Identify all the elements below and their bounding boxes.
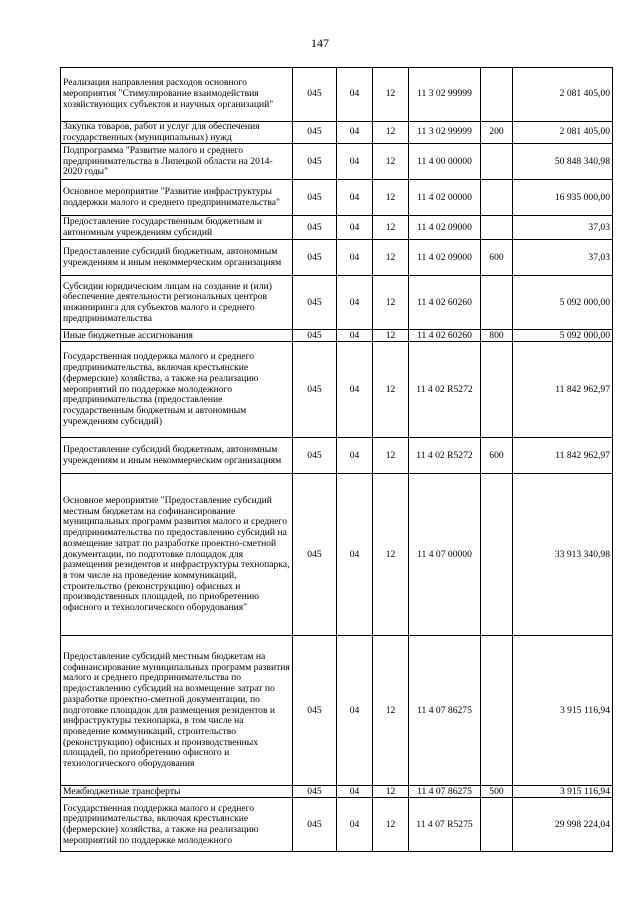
row-pr-cell: 12: [373, 240, 409, 276]
row-name-cell: Реализация направления расходов основного мероприятия "Стимулирование взаимодействия хозяйствующих субъектов и научных организаций": [61, 68, 293, 122]
table-row: [61, 342, 613, 438]
row-gr-cell: 045: [293, 798, 337, 852]
row-rz-cell: 04: [337, 438, 373, 474]
row-name-cell: Государственная поддержка малого и среднего предпринимательства, включая крестьянские (фермерские) хозяйства, а также на реализацию мероприятий по поддержке молодежного предпринимательства (предоставление государственным бюджетным и автономным учреждениям субсидий): [61, 342, 293, 438]
row-vr-cell: 800: [481, 330, 513, 342]
row-cs-cell: 11 4 00 00000: [409, 144, 481, 180]
row-vr-cell: [481, 144, 513, 180]
row-vr-cell: 500: [481, 786, 513, 798]
row-rz-cell: 04: [337, 474, 373, 636]
row-name-cell: Иные бюджетные ассигнования: [61, 330, 293, 342]
table-row: [61, 240, 613, 276]
row-name-cell: Предоставление государственным бюджетным и автономным учреждениям субсидий: [61, 216, 293, 240]
row-cs-cell: 11 4 02 00000: [409, 180, 481, 216]
row-rz-cell: 04: [337, 216, 373, 240]
row-name-cell: Государственная поддержка малого и среднего предпринимательства, включая крестьянские (фермерские) хозяйства, а также на реализацию мероприятий по поддержке молодежного: [61, 798, 293, 852]
table-row: [61, 276, 613, 330]
table-row: [61, 798, 613, 852]
row-gr-cell: 045: [293, 276, 337, 330]
table-row: [61, 180, 613, 216]
row-gr-cell: 045: [293, 438, 337, 474]
table-row: [61, 438, 613, 474]
row-rz-cell: 04: [337, 144, 373, 180]
row-cs-cell: 11 3 02 99999: [409, 68, 481, 122]
table-row: [61, 330, 613, 342]
row-sum-cell: 5 092 000,00: [513, 330, 613, 342]
row-vr-cell: [481, 798, 513, 852]
row-rz-cell: 04: [337, 180, 373, 216]
row-pr-cell: 12: [373, 122, 409, 144]
row-pr-cell: 12: [373, 474, 409, 636]
row-gr-cell: 045: [293, 636, 337, 786]
budget-table: [60, 67, 613, 852]
row-cs-cell: 11 4 02 09000: [409, 240, 481, 276]
row-cs-cell: 11 4 02 R5272: [409, 438, 481, 474]
row-gr-cell: 045: [293, 144, 337, 180]
row-pr-cell: 12: [373, 786, 409, 798]
row-cs-cell: 11 4 07 86275: [409, 636, 481, 786]
row-pr-cell: 12: [373, 438, 409, 474]
row-pr-cell: 12: [373, 216, 409, 240]
row-rz-cell: 04: [337, 342, 373, 438]
row-vr-cell: [481, 216, 513, 240]
table-row: [61, 474, 613, 636]
row-cs-cell: 11 4 02 09000: [409, 216, 481, 240]
row-rz-cell: 04: [337, 276, 373, 330]
table-row: [61, 636, 613, 786]
row-name-cell: Основное мероприятие "Развитие инфраструктуры поддержки малого и среднего предпринимательства": [61, 180, 293, 216]
row-sum-cell: 29 998 224,04: [513, 798, 613, 852]
row-name-cell: Предоставление субсидий бюджетным, автономным учреждениям и иным некоммерческим организациям: [61, 240, 293, 276]
row-gr-cell: 045: [293, 68, 337, 122]
row-sum-cell: 37,03: [513, 240, 613, 276]
row-vr-cell: 600: [481, 438, 513, 474]
row-gr-cell: 045: [293, 216, 337, 240]
row-vr-cell: [481, 180, 513, 216]
row-rz-cell: 04: [337, 68, 373, 122]
row-pr-cell: 12: [373, 180, 409, 216]
budget-table-body: [61, 68, 613, 852]
row-gr-cell: 045: [293, 474, 337, 636]
row-sum-cell: 3 915 116,94: [513, 636, 613, 786]
table-row: [61, 122, 613, 144]
row-sum-cell: 11 842 962,97: [513, 342, 613, 438]
row-pr-cell: 12: [373, 636, 409, 786]
table-row: [61, 216, 613, 240]
row-gr-cell: 045: [293, 342, 337, 438]
table-row: [61, 144, 613, 180]
row-pr-cell: 12: [373, 798, 409, 852]
row-cs-cell: 11 4 07 00000: [409, 474, 481, 636]
row-name-cell: Подпрограмма "Развитие малого и среднего предпринимательства в Липецкой области на 2014-2020 годы": [61, 144, 293, 180]
row-rz-cell: 04: [337, 330, 373, 342]
row-vr-cell: [481, 342, 513, 438]
row-name-cell: Закупка товаров, работ и услуг для обеспечения государственных (муниципальных) нужд: [61, 122, 293, 144]
row-vr-cell: 600: [481, 240, 513, 276]
row-sum-cell: 3 915 116,94: [513, 786, 613, 798]
row-gr-cell: 045: [293, 786, 337, 798]
page-number: 147: [311, 36, 329, 50]
row-name-cell: Основное мероприятие "Предоставление субсидий местным бюджетам на софинансирование муниципальных программ развития малого и среднего предпринимательства по предоставлению субсидий на возмещение затрат по разработке проектно-сметной документации, по подготовке площадок для размещения резидентов и инфраструктуры технопарка, в том числе на проведение коммуникаций, строительство (реконструкцию) офисных и производственных площадей, по приобретению офисного и технологического оборудования": [61, 474, 293, 636]
row-sum-cell: 50 848 340,98: [513, 144, 613, 180]
row-sum-cell: 37,03: [513, 216, 613, 240]
row-gr-cell: 045: [293, 240, 337, 276]
row-rz-cell: 04: [337, 786, 373, 798]
row-cs-cell: 11 3 02 99999: [409, 122, 481, 144]
row-cs-cell: 11 4 07 86275: [409, 786, 481, 798]
row-name-cell: Межбюджетные трансферты: [61, 786, 293, 798]
row-name-cell: Предоставление субсидий местным бюджетам на софинансирование муниципальных программ развития малого и среднего предпринимательства по предоставлению субсидий на возмещение затрат по разработке проектно-сметной документации, по подготовке площадок для размещения резидентов и инфраструктуры технопарка, в том числе на проведение коммуникаций, строительство (реконструкцию) офисных и производственных площадей, по приобретению офисного и технологического оборудования: [61, 636, 293, 786]
row-gr-cell: 045: [293, 330, 337, 342]
row-gr-cell: 045: [293, 122, 337, 144]
row-sum-cell: 11 842 962,97: [513, 438, 613, 474]
row-rz-cell: 04: [337, 798, 373, 852]
row-gr-cell: 045: [293, 180, 337, 216]
row-pr-cell: 12: [373, 68, 409, 122]
row-vr-cell: [481, 636, 513, 786]
row-cs-cell: 11 4 07 R5275: [409, 798, 481, 852]
row-pr-cell: 12: [373, 276, 409, 330]
row-sum-cell: 2 081 405,00: [513, 68, 613, 122]
row-name-cell: Предоставление субсидий бюджетным, автономным учреждениям и иным некоммерческим организациям: [61, 438, 293, 474]
table-row: [61, 68, 613, 122]
row-sum-cell: 16 935 000,00: [513, 180, 613, 216]
row-vr-cell: [481, 68, 513, 122]
row-rz-cell: 04: [337, 636, 373, 786]
row-name-cell: Субсидии юридическим лицам на создание и (или) обеспечение деятельности региональных центров инжиниринга для субъектов малого и среднего предпринимательства: [61, 276, 293, 330]
row-pr-cell: 12: [373, 144, 409, 180]
table-row: [61, 786, 613, 798]
row-cs-cell: 11 4 02 60260: [409, 276, 481, 330]
row-cs-cell: 11 4 02 60260: [409, 330, 481, 342]
row-pr-cell: 12: [373, 330, 409, 342]
row-sum-cell: 2 081 405,00: [513, 122, 613, 144]
row-sum-cell: 33 913 340,98: [513, 474, 613, 636]
row-cs-cell: 11 4 02 R5272: [409, 342, 481, 438]
row-vr-cell: 200: [481, 122, 513, 144]
row-rz-cell: 04: [337, 122, 373, 144]
row-vr-cell: [481, 474, 513, 636]
row-rz-cell: 04: [337, 240, 373, 276]
row-sum-cell: 5 092 000,00: [513, 276, 613, 330]
row-pr-cell: 12: [373, 342, 409, 438]
row-vr-cell: [481, 276, 513, 330]
